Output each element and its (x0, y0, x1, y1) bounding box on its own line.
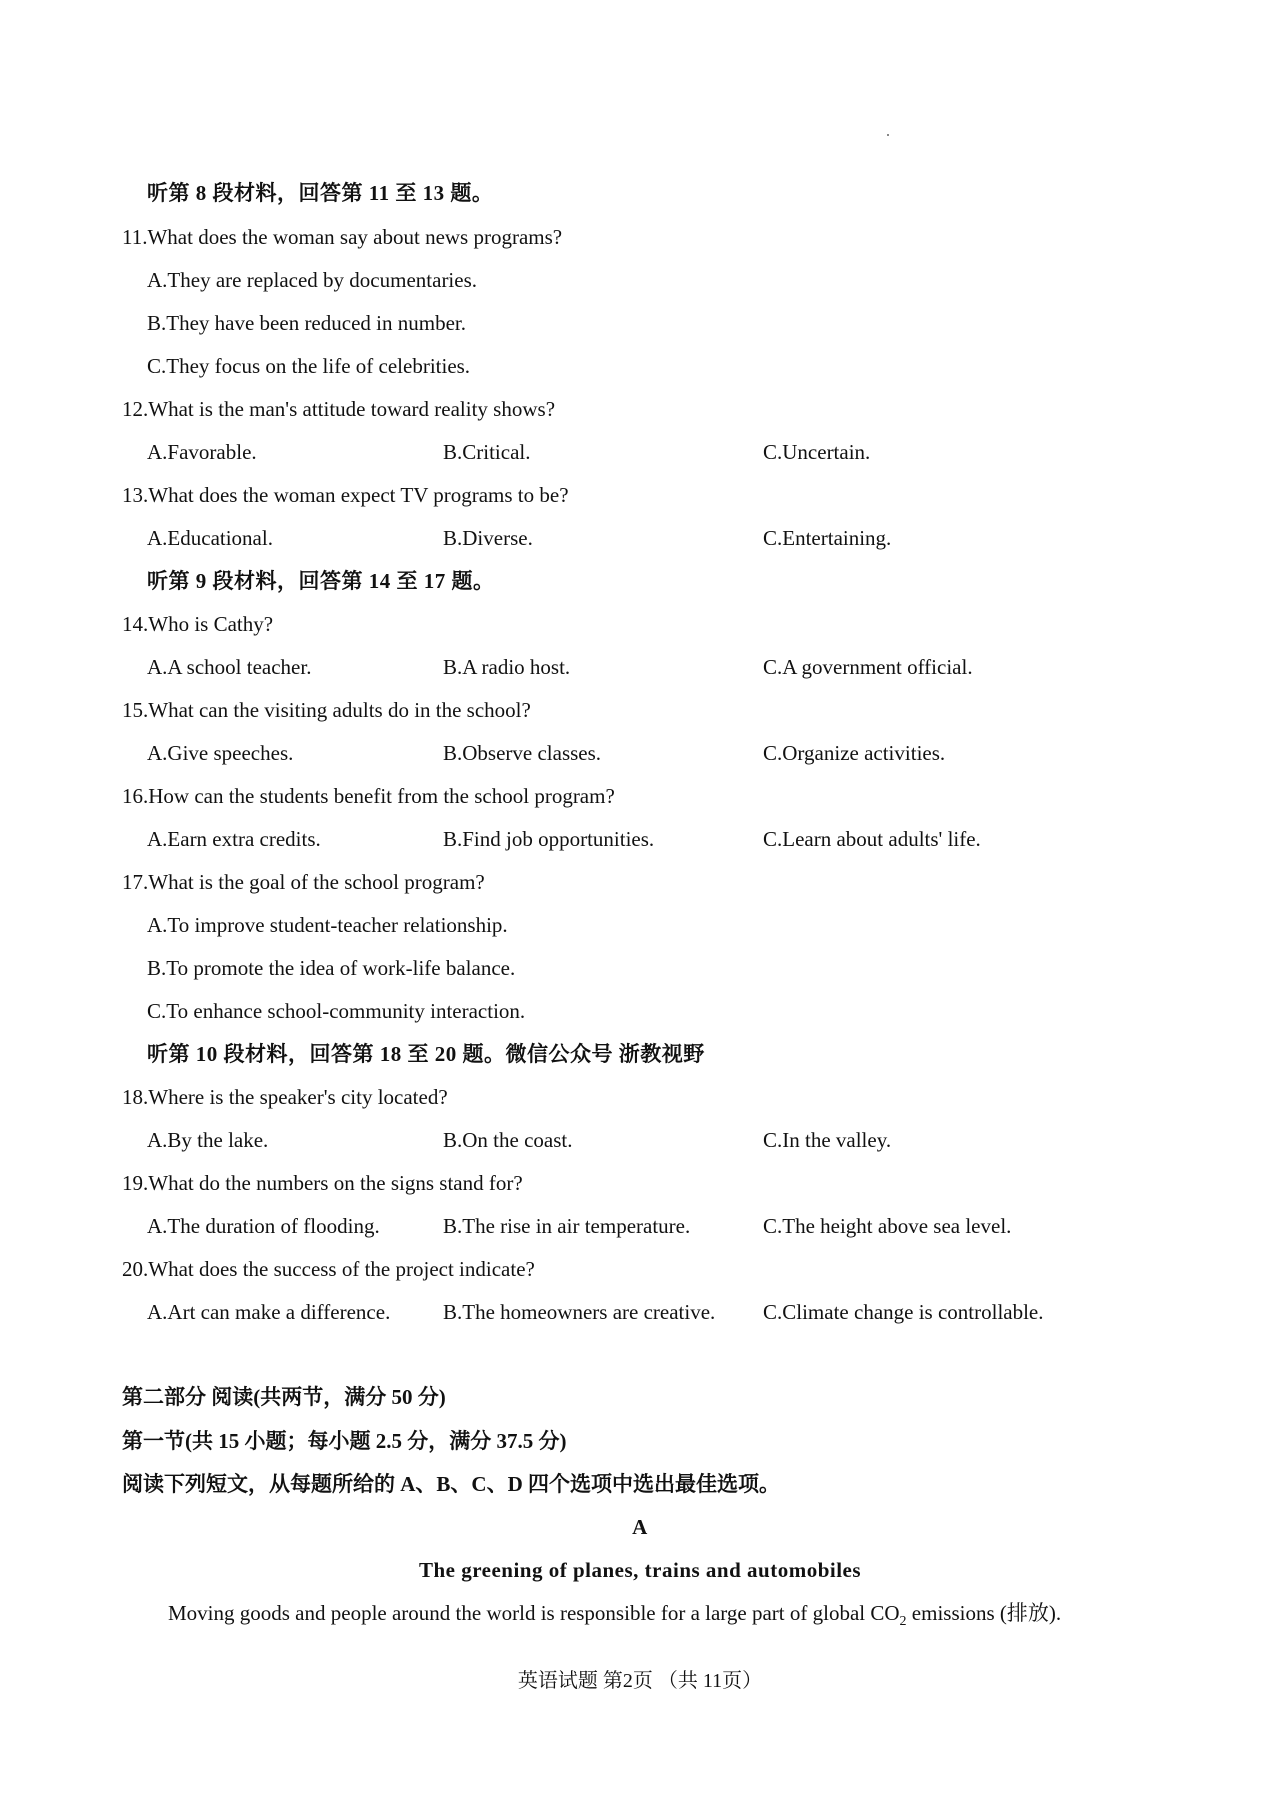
question-16-option-c: C.Learn about adults' life. (763, 827, 981, 851)
question-17-option-a: A.To improve student-teacher relationship. (147, 913, 508, 937)
reading-instruction: 阅读下列短文，从每题所给的 A、B、C、D 四个选项中选出最佳选项。 (122, 1472, 781, 1496)
question-12-option-a: A.Favorable. (147, 440, 257, 464)
group-header-10: 听第 10 段材料，回答第 18 至 20 题。微信公众号 浙教视野 (147, 1042, 705, 1066)
question-13-stem: 13.What does the woman expect TV programs to be? (122, 483, 569, 507)
question-17-option-c: C.To enhance school-community interaction. (147, 999, 526, 1023)
question-19-option-a: A.The duration of flooding. (147, 1214, 380, 1238)
question-20-option-a: A.Art can make a difference. (147, 1300, 391, 1324)
question-16-option-a: A.Earn extra credits. (147, 827, 321, 851)
question-17-option-b: B.To promote the idea of work-life balance. (147, 956, 516, 980)
page-footer: 英语试题 第2页 （共 11页） (517, 1670, 763, 1692)
question-13-option-b: B.Diverse. (443, 526, 533, 550)
question-11-option-b: B.They have been reduced in number. (147, 311, 466, 335)
section-one-title: 第一节(共 15 小题；每小题 2.5 分，满分 37.5 分) (122, 1429, 567, 1453)
question-13-option-a: A.Educational. (147, 526, 273, 550)
question-11-stem: 11.What does the woman say about news programs? (122, 225, 563, 249)
part-two-title: 第二部分 阅读(共两节，满分 50 分) (122, 1385, 446, 1409)
question-18-stem: 18.Where is the speaker's city located? (122, 1085, 448, 1109)
passage-subscript: 2 (899, 1614, 907, 1630)
question-20-option-b: B.The homeowners are creative. (443, 1300, 716, 1324)
group-header-9: 听第 9 段材料，回答第 14 至 17 题。 (147, 569, 495, 593)
question-15-option-a: A.Give speeches. (147, 741, 294, 765)
passage-text-after: emissions (排放). (906, 1601, 1062, 1625)
question-11-option-c: C.They focus on the life of celebrities. (147, 354, 471, 378)
question-16-option-b: B.Find job opportunities. (443, 827, 655, 851)
question-18-option-c: C.In the valley. (763, 1128, 892, 1152)
passage-label: A (632, 1515, 648, 1539)
question-12-option-b: B.Critical. (443, 440, 531, 464)
question-14-option-b: B.A radio host. (443, 655, 571, 679)
scan-speck (887, 134, 889, 136)
question-12-stem: 12.What is the man's attitude toward reality shows? (122, 397, 556, 421)
question-14-option-a: A.A school teacher. (147, 655, 312, 679)
passage-text-before: Moving goods and people around the world is responsible for a large part of global CO (168, 1601, 900, 1625)
question-20-stem: 20.What does the success of the project indicate? (122, 1257, 535, 1281)
question-18-option-b: B.On the coast. (443, 1128, 573, 1152)
question-16-stem: 16.How can the students benefit from the school program? (122, 784, 615, 808)
question-18-option-a: A.By the lake. (147, 1128, 269, 1152)
question-15-stem: 15.What can the visiting adults do in the school? (122, 698, 531, 722)
passage-title: The greening of planes, trains and automobiles (418, 1558, 862, 1582)
question-13-option-c: C.Entertaining. (763, 526, 892, 550)
question-14-stem: 14.Who is Cathy? (122, 612, 274, 636)
question-19-option-c: C.The height above sea level. (763, 1214, 1012, 1238)
question-17-stem: 17.What is the goal of the school program? (122, 870, 485, 894)
group-header-8: 听第 8 段材料，回答第 11 至 13 题。 (147, 181, 494, 205)
question-15-option-c: C.Organize activities. (763, 741, 946, 765)
question-14-option-c: C.A government official. (763, 655, 973, 679)
question-12-option-c: C.Uncertain. (763, 440, 871, 464)
passage-first-line (168, 1600, 1062, 1630)
question-11-option-a: A.They are replaced by documentaries. (147, 268, 478, 292)
question-20-option-c: C.Climate change is controllable. (763, 1300, 1044, 1324)
question-15-option-b: B.Observe classes. (443, 741, 602, 765)
question-19-stem: 19.What do the numbers on the signs stand for? (122, 1171, 523, 1195)
question-19-option-b: B.The rise in air temperature. (443, 1214, 691, 1238)
